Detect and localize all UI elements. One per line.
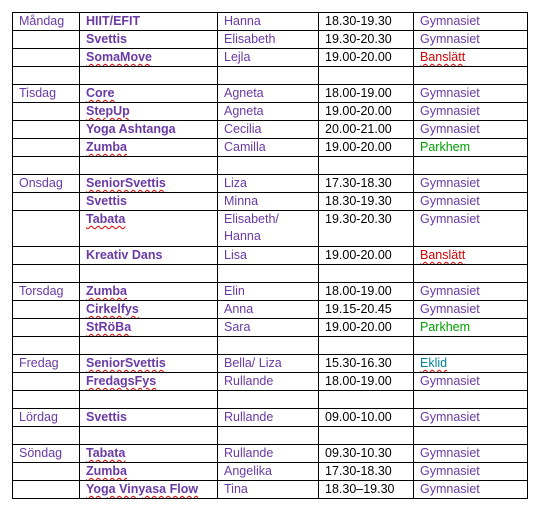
place-cell: Gymnasiet [414, 13, 528, 31]
table-row [13, 463, 528, 481]
spacer-row [13, 427, 528, 445]
place-cell: Gymnasiet [414, 301, 528, 319]
place-cell: Gymnasiet [414, 85, 528, 103]
day-cell [13, 193, 80, 211]
day-cell: Söndag [13, 445, 80, 463]
spacer-row [13, 67, 528, 85]
class-cell [80, 157, 218, 175]
instructor-cell: Anna [218, 301, 319, 319]
instructor-cell: Rullande [218, 373, 319, 391]
time-cell: 18.00-19.00 [319, 373, 414, 391]
instructor-cell: Elin [218, 283, 319, 301]
class-cell: Cirkelfys [80, 301, 218, 319]
time-cell [319, 157, 414, 175]
instructor-cell [218, 391, 319, 409]
day-cell [13, 265, 80, 283]
day-cell [13, 319, 80, 337]
table-row [13, 409, 528, 427]
class-cell: FredagsFys [80, 373, 218, 391]
day-cell [13, 427, 80, 445]
table-row [13, 445, 528, 463]
place-cell: Gymnasiet [414, 481, 528, 499]
day-cell: Torsdag [13, 283, 80, 301]
schedule-table [12, 12, 528, 499]
table-row [13, 319, 528, 337]
place-cell: Banslätt [414, 247, 528, 265]
day-cell [13, 391, 80, 409]
class-cell: Svettis [80, 193, 218, 211]
time-cell: 18.00-19.00 [319, 85, 414, 103]
place-cell: Gymnasiet [414, 283, 528, 301]
table-row [13, 193, 528, 211]
day-cell [13, 337, 80, 355]
spacer-row [13, 391, 528, 409]
instructor-cell: Agneta [218, 85, 319, 103]
instructor-cell: Lejla [218, 49, 319, 67]
place-cell: Gymnasiet [414, 409, 528, 427]
time-cell: 19.15-20.45 [319, 301, 414, 319]
instructor-cell: Liza [218, 175, 319, 193]
class-cell: Yoga Vinyasa Flow [80, 481, 218, 499]
instructor-cell: Agneta [218, 103, 319, 121]
class-cell: Zumba [80, 283, 218, 301]
instructor-cell: Angelika [218, 463, 319, 481]
spacer-row [13, 337, 528, 355]
time-cell [319, 67, 414, 85]
place-cell: Gymnasiet [414, 463, 528, 481]
day-cell [13, 247, 80, 265]
time-cell: 18.30-19.30 [319, 193, 414, 211]
class-cell: Svettis [80, 31, 218, 49]
table-row [13, 121, 528, 139]
day-cell: Tisdag [13, 85, 80, 103]
class-cell [80, 391, 218, 409]
instructor-cell: Sara [218, 319, 319, 337]
instructor-cell: Elisabeth [218, 31, 319, 49]
time-cell: 19.00-20.00 [319, 49, 414, 67]
day-cell [13, 49, 80, 67]
instructor-cell: Rullande [218, 445, 319, 463]
table-row [13, 247, 528, 265]
place-cell: Parkhem [414, 319, 528, 337]
place-cell: Banslätt [414, 49, 528, 67]
time-cell [319, 391, 414, 409]
class-cell: HIIT/EFIT [80, 13, 218, 31]
class-cell [80, 337, 218, 355]
class-cell: Tabata [80, 445, 218, 463]
place-cell [414, 391, 528, 409]
instructor-cell: Camilla [218, 139, 319, 157]
table-row [13, 175, 528, 193]
class-cell: SomaMove [80, 49, 218, 67]
day-cell [13, 463, 80, 481]
table-row [13, 31, 528, 49]
instructor-cell [218, 427, 319, 445]
class-cell: Zumba [80, 139, 218, 157]
class-cell: Tabata [80, 211, 218, 247]
time-cell: 18.30-19.30 [319, 13, 414, 31]
instructor-cell: Minna [218, 193, 319, 211]
place-cell: Gymnasiet [414, 103, 528, 121]
class-cell [80, 427, 218, 445]
class-cell: SeniorSvettis [80, 355, 218, 373]
day-cell [13, 157, 80, 175]
day-cell [13, 139, 80, 157]
time-cell: 19.30-20.30 [319, 31, 414, 49]
time-cell: 17.30-18.30 [319, 463, 414, 481]
day-cell [13, 211, 80, 247]
instructor-cell: Hanna [218, 13, 319, 31]
day-cell: Onsdag [13, 175, 80, 193]
table-row [13, 49, 528, 67]
time-cell: 19.30-20.30 [319, 211, 414, 247]
place-cell [414, 427, 528, 445]
place-cell: Gymnasiet [414, 121, 528, 139]
class-cell: Svettis [80, 409, 218, 427]
time-cell: 17.30-18.30 [319, 175, 414, 193]
day-cell: Fredag [13, 355, 80, 373]
class-cell: StRöBa [80, 319, 218, 337]
place-cell: Gymnasiet [414, 445, 528, 463]
place-cell: Gymnasiet [414, 31, 528, 49]
table-row [13, 301, 528, 319]
place-cell: Gymnasiet [414, 193, 528, 211]
table-row [13, 139, 528, 157]
instructor-cell: Elisabeth/ Hanna [218, 211, 319, 247]
class-cell: Core [80, 85, 218, 103]
class-cell: Zumba [80, 463, 218, 481]
day-cell [13, 67, 80, 85]
instructor-cell: Rullande [218, 409, 319, 427]
day-cell [13, 121, 80, 139]
class-cell: StepUp [80, 103, 218, 121]
table-row [13, 283, 528, 301]
time-cell: 19.00-20.00 [319, 139, 414, 157]
table-row [13, 211, 528, 247]
place-cell: Parkhem [414, 139, 528, 157]
place-cell: Eklid [414, 355, 528, 373]
place-cell [414, 337, 528, 355]
time-cell: 18.00-19.00 [319, 283, 414, 301]
instructor-cell: Lisa [218, 247, 319, 265]
time-cell: 19.00-20.00 [319, 247, 414, 265]
time-cell [319, 427, 414, 445]
time-cell: 19.00-20.00 [319, 319, 414, 337]
table-row [13, 85, 528, 103]
class-cell [80, 67, 218, 85]
place-cell: Gymnasiet [414, 211, 528, 247]
day-cell [13, 481, 80, 499]
day-cell [13, 373, 80, 391]
table-row [13, 355, 528, 373]
time-cell: 09.00-10.00 [319, 409, 414, 427]
time-cell [319, 337, 414, 355]
place-cell [414, 157, 528, 175]
time-cell: 20.00-21.00 [319, 121, 414, 139]
time-cell [319, 265, 414, 283]
instructor-cell [218, 67, 319, 85]
spacer-row [13, 265, 528, 283]
class-cell: SeniorSvettis [80, 175, 218, 193]
instructor-cell [218, 337, 319, 355]
place-cell [414, 67, 528, 85]
time-cell: 09.30-10.30 [319, 445, 414, 463]
class-cell: Yoga Ashtanga [80, 121, 218, 139]
time-cell: 18.30–19.30 [319, 481, 414, 499]
instructor-cell: Tina [218, 481, 319, 499]
day-cell [13, 31, 80, 49]
instructor-cell [218, 265, 319, 283]
day-cell: Lördag [13, 409, 80, 427]
class-cell: Kreativ Dans [80, 247, 218, 265]
instructor-cell [218, 157, 319, 175]
time-cell: 19.00-20.00 [319, 103, 414, 121]
place-cell: Gymnasiet [414, 175, 528, 193]
class-cell [80, 265, 218, 283]
place-cell: Gymnasiet [414, 373, 528, 391]
table-row [13, 373, 528, 391]
time-cell: 15.30-16.30 [319, 355, 414, 373]
spacer-row [13, 157, 528, 175]
place-cell [414, 265, 528, 283]
instructor-cell: Cecilia [218, 121, 319, 139]
day-cell: Måndag [13, 13, 80, 31]
day-cell [13, 103, 80, 121]
table-row [13, 481, 528, 499]
table-row [13, 103, 528, 121]
instructor-cell: Bella/ Liza [218, 355, 319, 373]
day-cell [13, 301, 80, 319]
table-row [13, 13, 528, 31]
